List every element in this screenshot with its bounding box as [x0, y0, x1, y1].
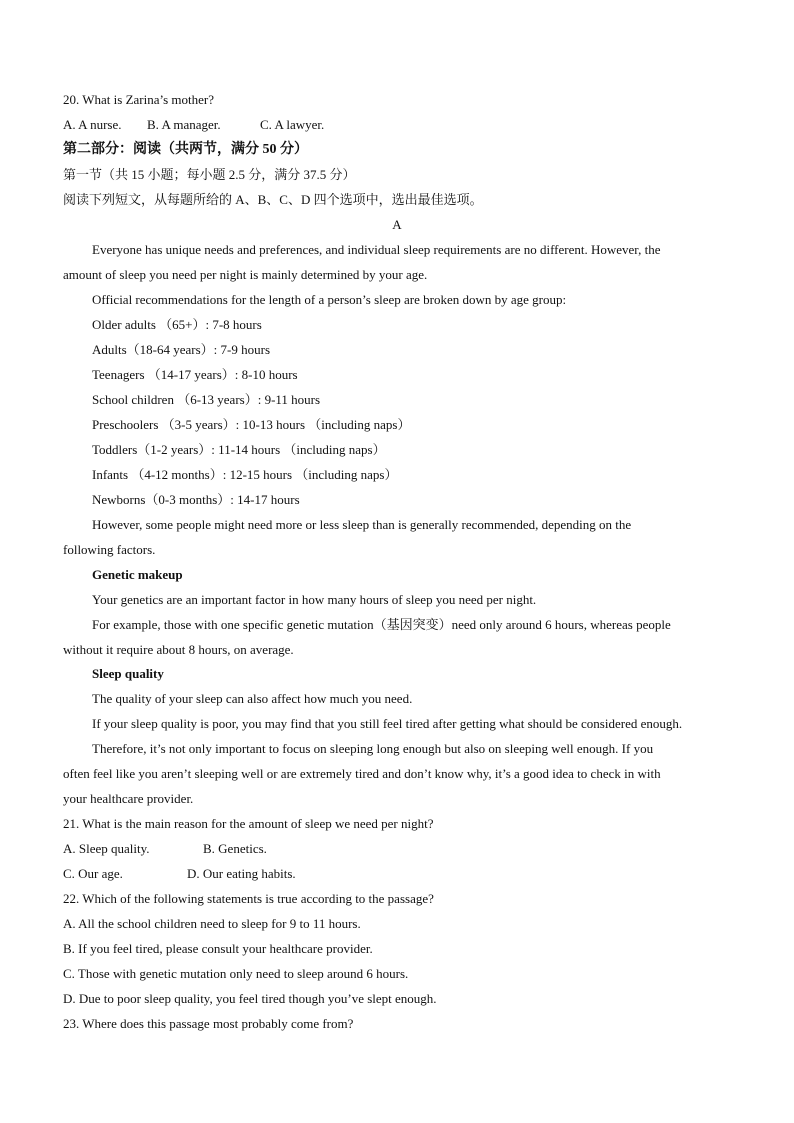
- age-group-item: School children （6-13 years）: 9-11 hours: [92, 392, 321, 407]
- genetic-paragraph1: Your genetics are an important factor in how many hours of sleep you need per night.: [92, 592, 537, 607]
- section1-title: 第一节（共 15 小题；每小题 2.5 分，满分 37.5 分）: [63, 167, 356, 182]
- age-group-item: Older adults （65+）: 7-8 hours: [92, 317, 262, 332]
- age-group-item: Adults（18-64 years）: 7-9 hours: [92, 342, 271, 357]
- recommendation-intro: Official recommendations for the length of a person’s sleep are broken down by age group:: [92, 292, 567, 307]
- age-group-item: Preschoolers （3-5 years）: 10-13 hours （including naps）: [92, 417, 411, 432]
- passage-label: A: [392, 217, 402, 232]
- genetic-paragraph2-line1: For example, those with one specific genetic mutation（基因突变）need only around 6 hours, whereas people: [92, 617, 671, 632]
- q22-option-b: B. If you feel tired, please consult your healthcare provider.: [63, 941, 373, 956]
- question-23: 23. Where does this passage most probably come from?: [63, 1016, 354, 1031]
- age-group-item: Toddlers（1-2 years）: 11-14 hours （including naps）: [92, 442, 386, 457]
- reading-instruction: 阅读下列短文，从每题所给的 A、B、C、D 四个选项中，选出最佳选项。: [63, 192, 483, 207]
- q22-option-c: C. Those with genetic mutation only need to sleep around 6 hours.: [63, 966, 409, 981]
- q20-option-a: A. A nurse.: [63, 117, 122, 132]
- q21-option-a: A. Sleep quality.: [63, 841, 150, 856]
- passage-intro-line2: amount of sleep you need per night is mainly determined by your age.: [63, 267, 428, 282]
- genetic-paragraph2-line2: without it require about 8 hours, on average.: [63, 642, 294, 657]
- genetic-heading: Genetic makeup: [92, 567, 183, 582]
- q21-option-c: C. Our age.: [63, 866, 123, 881]
- question-21-options-row1: [63, 836, 731, 861]
- q21-option-b: B. Genetics.: [203, 841, 267, 856]
- quality-heading: Sleep quality: [92, 666, 164, 681]
- q22-option-d: D. Due to poor sleep quality, you feel tired though you’ve slept enough.: [63, 991, 437, 1006]
- q22-option-a: A. All the school children need to sleep for 9 to 11 hours.: [63, 916, 361, 931]
- q20-option-c: C. A lawyer.: [260, 117, 325, 132]
- question-20: 20. What is Zarina’s mother?: [63, 92, 215, 107]
- age-group-item: Teenagers （14-17 years）: 8-10 hours: [92, 367, 298, 382]
- quality-paragraph3-line1: Therefore, it’s not only important to focus on sleeping long enough but also on sleeping well enough. If you: [92, 741, 654, 756]
- quality-paragraph1: The quality of your sleep can also affect how much you need.: [92, 691, 413, 706]
- quality-paragraph3-line3: your healthcare provider.: [63, 791, 194, 806]
- passage-intro-line1: Everyone has unique needs and preferences, and individual sleep requirements are no different. However, the: [92, 242, 661, 257]
- question-21-options-row2: [63, 861, 731, 886]
- question-22: 22. Which of the following statements is true according to the passage?: [63, 891, 434, 906]
- q21-option-d: D. Our eating habits.: [187, 866, 296, 881]
- age-group-item: Infants （4-12 months）: 12-15 hours （including naps）: [92, 467, 398, 482]
- question-21: 21. What is the main reason for the amount of sleep we need per night?: [63, 816, 434, 831]
- quality-paragraph3-line2: often feel like you aren’t sleeping well or are extremely tired and don’t know why, it’s a good idea to check in with: [63, 766, 661, 781]
- part2-title: 第二部分：阅读（共两节，满分 50 分）: [63, 142, 308, 157]
- however-line2: following factors.: [63, 542, 156, 557]
- however-line1: However, some people might need more or less sleep than is generally recommended, depending on the: [92, 517, 632, 532]
- question-20-options: [63, 112, 731, 137]
- quality-paragraph2: If your sleep quality is poor, you may find that you still feel tired after getting what should be considered enough.: [92, 716, 683, 731]
- age-group-item: Newborns（0-3 months）: 14-17 hours: [92, 492, 300, 507]
- q20-option-b: B. A manager.: [147, 117, 221, 132]
